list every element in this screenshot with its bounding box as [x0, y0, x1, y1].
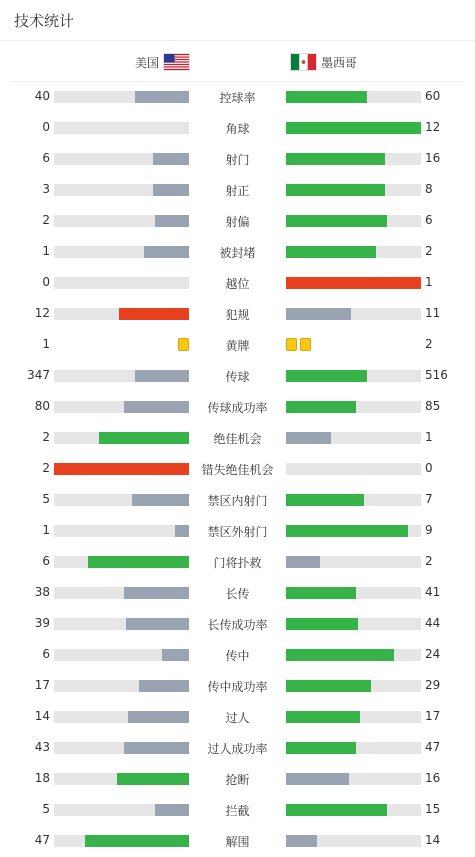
away-bar-fill	[286, 184, 385, 196]
stat-row	[0, 267, 475, 298]
home-bar-track	[54, 835, 189, 847]
away-value: 9	[425, 523, 433, 537]
stat-label: 长传成功率	[207, 618, 268, 632]
home-bar-track	[54, 680, 189, 692]
away-bar-fill	[286, 742, 356, 754]
away-value: 1	[425, 430, 433, 444]
away-bar-fill	[286, 432, 331, 444]
home-bar-track	[54, 649, 189, 661]
stat-label: 传中成功率	[207, 680, 268, 694]
away-bar-track	[286, 308, 421, 320]
stat-row	[0, 608, 475, 639]
away-value: 2	[425, 244, 433, 258]
stat-label: 射正	[225, 184, 250, 198]
home-bar-fill	[128, 711, 189, 723]
away-value: 41	[425, 585, 441, 599]
away-value: 24	[425, 647, 441, 661]
stat-label: 禁区内射门	[207, 494, 268, 508]
home-bar-fill	[162, 649, 189, 661]
home-bar-track	[54, 91, 189, 103]
stat-row	[0, 825, 475, 856]
away-value: 14	[425, 833, 441, 847]
stats-list	[0, 81, 475, 856]
home-bar-track	[54, 742, 189, 754]
stat-label: 传中	[225, 649, 250, 663]
away-bar-fill	[286, 649, 394, 661]
home-bar-track	[54, 246, 189, 258]
away-bar-fill	[286, 618, 358, 630]
away-team	[290, 53, 357, 71]
home-value: 5	[42, 802, 50, 816]
home-bar-fill	[117, 773, 189, 785]
away-bar-track	[286, 711, 421, 723]
away-bar-fill	[286, 401, 356, 413]
away-bar-fill	[286, 525, 408, 537]
home-bar-fill	[153, 184, 189, 196]
stat-row	[0, 143, 475, 174]
stat-label: 射门	[225, 153, 250, 167]
stat-row	[0, 453, 475, 484]
away-bar-track	[286, 525, 421, 537]
home-bar-fill	[139, 680, 189, 692]
stat-row	[0, 81, 475, 112]
away-value: 11	[425, 306, 441, 320]
away-bar-fill	[286, 246, 376, 258]
stat-row	[0, 484, 475, 515]
stat-label: 传球成功率	[207, 401, 268, 415]
home-bar-track	[54, 277, 189, 289]
away-bar-fill	[286, 711, 360, 723]
home-value: 3	[42, 182, 50, 196]
home-value: 347	[27, 368, 50, 382]
home-value: 1	[42, 244, 50, 258]
home-value: 6	[42, 647, 50, 661]
home-bar-track	[54, 401, 189, 413]
away-bar-track	[286, 91, 421, 103]
away-bar-track	[286, 153, 421, 165]
away-bar-track	[286, 246, 421, 258]
stat-row	[0, 794, 475, 825]
home-value: 1	[42, 337, 50, 351]
home-bar-fill	[126, 618, 189, 630]
home-bar-track	[54, 215, 189, 227]
stat-label: 射偏	[225, 215, 250, 229]
stat-label: 长传	[225, 587, 250, 601]
stat-row	[0, 639, 475, 670]
stat-row	[0, 670, 475, 701]
away-value: 516	[425, 368, 448, 382]
away-value: 0	[425, 461, 433, 475]
away-bar-fill	[286, 773, 349, 785]
home-bar-track	[54, 153, 189, 165]
home-value: 39	[34, 616, 50, 630]
stat-row	[0, 329, 475, 360]
home-bar-fill	[135, 91, 189, 103]
away-bar-track	[286, 122, 421, 134]
away-bar-track	[286, 587, 421, 599]
stat-row	[0, 732, 475, 763]
home-value: 2	[42, 430, 50, 444]
home-bar-fill	[153, 153, 189, 165]
home-value: 17	[34, 678, 50, 692]
stat-label: 绝佳机会	[213, 432, 262, 446]
away-value: 60	[425, 89, 441, 103]
stat-row	[0, 205, 475, 236]
away-bar-track	[286, 494, 421, 506]
home-value: 2	[42, 213, 50, 227]
stat-label: 禁区外射门	[207, 525, 268, 539]
home-bar-track	[54, 804, 189, 816]
away-value: 2	[425, 337, 433, 351]
stat-label: 犯规	[225, 308, 250, 322]
stat-row	[0, 546, 475, 577]
home-bar-track	[54, 773, 189, 785]
stat-label: 解围	[225, 835, 250, 849]
away-bar-fill	[286, 587, 356, 599]
away-bar-track	[286, 401, 421, 413]
home-value: 18	[34, 771, 50, 785]
home-bar-fill	[99, 432, 189, 444]
away-value: 44	[425, 616, 441, 630]
stat-label: 过人成功率	[207, 742, 268, 756]
away-bar-fill	[286, 215, 387, 227]
stat-label: 抢断	[225, 773, 250, 787]
yellow-card-icon	[286, 338, 297, 351]
home-team	[135, 53, 190, 71]
home-bar-track	[54, 432, 189, 444]
home-bar-fill	[155, 215, 189, 227]
away-bar-fill	[286, 680, 371, 692]
home-value: 47	[34, 833, 50, 847]
away-bar-track	[286, 184, 421, 196]
away-bar-track	[286, 618, 421, 630]
away-bar-fill	[286, 370, 367, 382]
home-bar-fill	[54, 463, 189, 475]
away-team-name: 墨西哥	[321, 55, 358, 70]
home-bar-fill	[119, 308, 189, 320]
home-value: 12	[34, 306, 50, 320]
home-bar-track	[54, 463, 189, 475]
away-bar-fill	[286, 153, 385, 165]
away-value: 16	[425, 771, 441, 785]
home-bar-fill	[135, 370, 189, 382]
stat-label: 门将扑救	[213, 556, 262, 570]
home-bar-track	[54, 184, 189, 196]
home-bar-track	[54, 525, 189, 537]
page-title: 技术统计	[14, 11, 75, 30]
away-bar-fill	[286, 277, 421, 289]
home-value: 40	[34, 89, 50, 103]
home-bar-track	[54, 494, 189, 506]
away-bar-fill	[286, 308, 351, 320]
away-bar-track	[286, 215, 421, 227]
home-bar-track	[54, 308, 189, 320]
away-bar-track	[286, 432, 421, 444]
home-bar-fill	[132, 494, 189, 506]
away-bar-track	[286, 804, 421, 816]
home-value: 38	[34, 585, 50, 599]
stat-row	[0, 391, 475, 422]
stat-label: 错失绝佳机会	[201, 463, 274, 477]
away-bar-fill	[286, 835, 317, 847]
away-value: 16	[425, 151, 441, 165]
away-bar-fill	[286, 91, 367, 103]
stat-label: 传球	[225, 370, 250, 384]
stat-row	[0, 298, 475, 329]
away-bar-fill	[286, 122, 421, 134]
stat-row	[0, 422, 475, 453]
stats-header	[0, 0, 475, 41]
stat-row	[0, 701, 475, 732]
home-bar-track	[54, 122, 189, 134]
stat-row	[0, 515, 475, 546]
away-value: 17	[425, 709, 441, 723]
stat-label: 越位	[225, 277, 250, 291]
away-value: 2	[425, 554, 433, 568]
stat-row	[0, 360, 475, 391]
away-bar-track	[286, 742, 421, 754]
teams-row	[10, 41, 465, 82]
away-bar-track	[286, 680, 421, 692]
home-yellow-cards	[178, 338, 189, 352]
yellow-card-icon	[300, 338, 311, 351]
away-value: 8	[425, 182, 433, 196]
stat-row	[0, 174, 475, 205]
stat-row	[0, 763, 475, 794]
home-value: 6	[42, 151, 50, 165]
away-value: 15	[425, 802, 441, 816]
away-value: 6	[425, 213, 433, 227]
away-value: 29	[425, 678, 441, 692]
stat-row	[0, 112, 475, 143]
away-yellow-cards	[286, 338, 311, 352]
home-value: 0	[42, 120, 50, 134]
home-bar-track	[54, 587, 189, 599]
stat-label: 黄牌	[225, 339, 250, 353]
home-bar-fill	[144, 246, 189, 258]
home-bar-track	[54, 618, 189, 630]
home-bar-track	[54, 370, 189, 382]
away-bar-fill	[286, 804, 387, 816]
away-value: 85	[425, 399, 441, 413]
home-value: 6	[42, 554, 50, 568]
home-bar-fill	[88, 556, 189, 568]
home-bar-fill	[124, 587, 189, 599]
away-bar-track	[286, 835, 421, 847]
home-bar-track	[54, 556, 189, 568]
away-bar-track	[286, 370, 421, 382]
stat-label: 过人	[225, 711, 250, 725]
away-value: 12	[425, 120, 441, 134]
home-value: 43	[34, 740, 50, 754]
away-bar-track	[286, 277, 421, 289]
home-team-name: 美国	[134, 55, 159, 70]
stat-row	[0, 236, 475, 267]
away-value: 47	[425, 740, 441, 754]
usa-flag-icon	[163, 53, 190, 71]
stat-label: 控球率	[219, 91, 256, 105]
stat-label: 被封堵	[219, 246, 256, 260]
home-value: 2	[42, 461, 50, 475]
away-value: 1	[425, 275, 433, 289]
home-value: 14	[34, 709, 50, 723]
stat-row	[0, 577, 475, 608]
away-bar-track	[286, 556, 421, 568]
away-bar-track	[286, 773, 421, 785]
away-bar-track	[286, 463, 421, 475]
home-value: 1	[42, 523, 50, 537]
away-bar-fill	[286, 494, 364, 506]
home-value: 5	[42, 492, 50, 506]
away-bar-track	[286, 649, 421, 661]
away-bar-fill	[286, 556, 320, 568]
yellow-card-icon	[178, 338, 189, 351]
home-bar-fill	[85, 835, 189, 847]
home-bar-fill	[124, 742, 189, 754]
mexico-flag-icon	[290, 53, 317, 71]
stat-label: 拦截	[225, 804, 250, 818]
home-bar-fill	[155, 804, 189, 816]
home-bar-fill	[175, 525, 189, 537]
home-bar-track	[54, 711, 189, 723]
home-bar-fill	[124, 401, 189, 413]
home-value: 80	[34, 399, 50, 413]
stat-label: 角球	[225, 122, 250, 136]
away-value: 7	[425, 492, 433, 506]
home-value: 0	[42, 275, 50, 289]
